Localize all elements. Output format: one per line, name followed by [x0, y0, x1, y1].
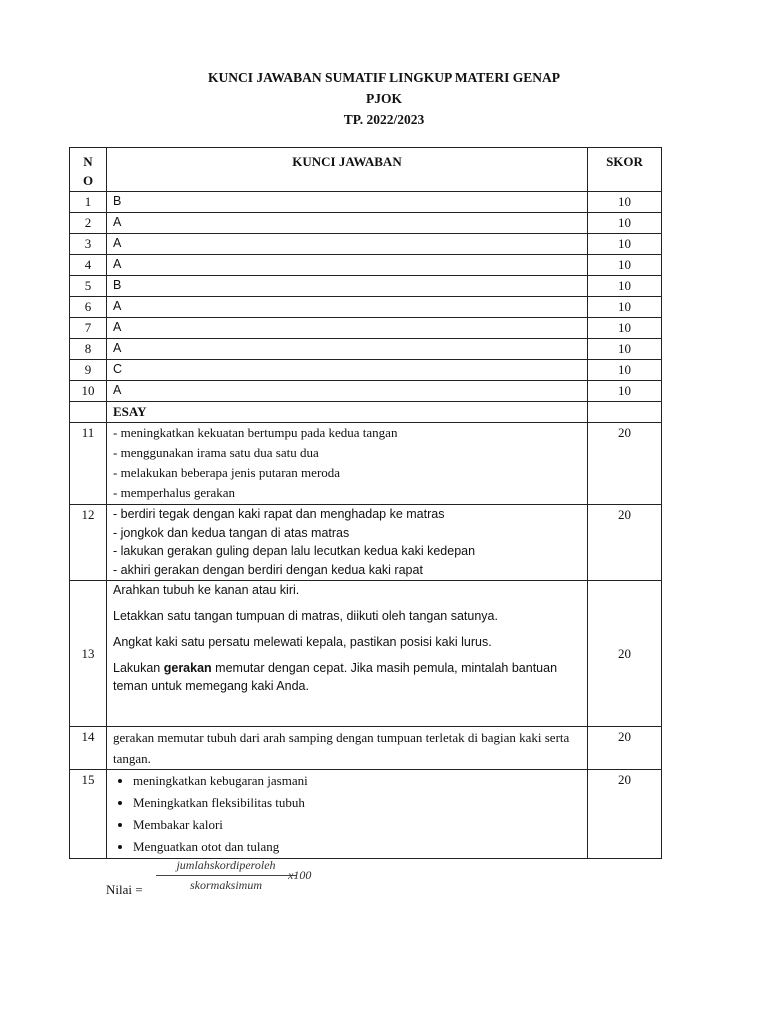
- table-row: 13 Arahkan tubuh ke kanan atau kiri. Letakkan satu tangan tumpuan di matras, diikuti oleh tangan satunya. Angkat kaki satu persatu melewati kepala, pastikan posisi kaki lurus. Lakukan gerakan memutar dengan cepat. Jika masih pemula, mintalah bantuan teman untuk memegang kaki Anda. 20: [70, 581, 662, 727]
- row-number: 1: [70, 192, 107, 213]
- row-number: 4: [70, 255, 107, 276]
- header-no: N O: [70, 148, 107, 192]
- answer-cell: A: [107, 318, 588, 339]
- score-cell: 10: [588, 297, 662, 318]
- header-answer: KUNCI JAWABAN: [107, 148, 588, 192]
- score-cell: 10: [588, 381, 662, 402]
- formula-label: Nilai =: [106, 882, 143, 897]
- answer-cell: - meningkatkan kekuatan bertumpu pada kedua tangan - menggunakan irama satu dua satu dua - melakukan beberapa jenis putaran meroda - memperhalus gerakan: [107, 423, 588, 505]
- list-item: • Membakar kalori: [133, 814, 581, 836]
- essay-header-row: [70, 402, 662, 423]
- row-number: 3: [70, 234, 107, 255]
- multiple-choice-rows: [70, 192, 662, 402]
- table-row: 14 gerakan memutar tubuh dari arah samping dengan tumpuan terletak di bagian kaki serta tangan. 20: [70, 727, 662, 770]
- answer-cell: A: [107, 381, 588, 402]
- answer-cell: A: [107, 339, 588, 360]
- score-cell: 10: [588, 255, 662, 276]
- score-cell: 10: [588, 213, 662, 234]
- answer-cell: Arahkan tubuh ke kanan atau kiri. Letakkan satu tangan tumpuan di matras, diikuti oleh tangan satunya. Angkat kaki satu persatu melewati kepala, pastikan posisi kaki lurus. Lakukan gerakan memutar dengan cepat. Jika masih pemula, mintalah bantuan teman untuk memegang kaki Anda.: [107, 581, 588, 727]
- row-number: 2: [70, 213, 107, 234]
- doc-title-line2: PJOK: [366, 91, 402, 106]
- table-row: [70, 276, 662, 297]
- score-cell: 10: [588, 318, 662, 339]
- table-row: [70, 234, 662, 255]
- row-number: 9: [70, 360, 107, 381]
- table-row: [70, 339, 662, 360]
- answer-cell: gerakan memutar tubuh dari arah samping dengan tumpuan terletak di bagian kaki serta tangan.: [107, 727, 588, 770]
- table-header-row: [70, 148, 662, 192]
- table-row: 12 - berdiri tegak dengan kaki rapat dan menghadap ke matras - jongkok dan kedua tangan di atas matras - lakukan gerakan guling depan lalu lecutkan kedua kaki kedepan - akhiri gerakan dengan berdiri dengan kedua kaki rapat 20: [70, 505, 662, 581]
- table-row: [70, 255, 662, 276]
- table-row: [70, 381, 662, 402]
- row-number: 10: [70, 381, 107, 402]
- table-row: 15 • meningkatkan kebugaran jasmani • Meningkatkan fleksibilitas tubuh • Membakar kalori • Menguatkan otot dan tulang 20: [70, 770, 662, 859]
- answer-cell: B: [107, 276, 588, 297]
- answer-cell: A: [107, 234, 588, 255]
- answer-cell: C: [107, 360, 588, 381]
- list-item: • Meningkatkan fleksibilitas tubuh: [133, 792, 581, 814]
- row-number: 8: [70, 339, 107, 360]
- essay-label: ESAY: [107, 402, 588, 423]
- header-score: SKOR: [588, 148, 662, 192]
- list-item: • meningkatkan kebugaran jasmani: [133, 770, 581, 792]
- score-cell: 10: [588, 192, 662, 213]
- answer-cell: A: [107, 255, 588, 276]
- essay-rows: [70, 402, 662, 859]
- answer-cell: A: [107, 213, 588, 234]
- table-row: [70, 213, 662, 234]
- formula-numerator: jumlahskordiperoleh: [176, 858, 276, 872]
- row-number: 5: [70, 276, 107, 297]
- score-cell: 10: [588, 234, 662, 255]
- row-number: 7: [70, 318, 107, 339]
- doc-title-line3: TP. 2022/2023: [343, 112, 425, 127]
- score-cell: 10: [588, 276, 662, 297]
- answer-cell: - berdiri tegak dengan kaki rapat dan menghadap ke matras - jongkok dan kedua tangan di atas matras - lakukan gerakan guling depan lalu lecutkan kedua kaki kedepan - akhiri gerakan dengan berdiri dengan kedua kaki rapat: [107, 505, 588, 581]
- answer-cell: [107, 770, 588, 859]
- score-cell: 10: [588, 339, 662, 360]
- answer-cell: A: [107, 297, 588, 318]
- score-cell: 10: [588, 360, 662, 381]
- table-row: [70, 318, 662, 339]
- formula-multiplier: x100: [288, 868, 312, 882]
- row-number: 6: [70, 297, 107, 318]
- table-row: 11 - meningkatkan kekuatan bertumpu pada kedua tangan - menggunakan irama satu dua satu dua - melakukan beberapa jenis putaran meroda - memperhalus gerakan 20: [70, 423, 662, 505]
- table-row: [70, 297, 662, 318]
- answer-cell: B: [107, 192, 588, 213]
- formula-denominator: skormaksimum: [190, 878, 262, 892]
- doc-title-line1: KUNCI JAWABAN SUMATIF LINGKUP MATERI GENAP: [208, 70, 560, 85]
- table-row: [70, 360, 662, 381]
- answer-key-table: [69, 147, 662, 859]
- table-row: [70, 192, 662, 213]
- list-item: • Menguatkan otot dan tulang: [133, 836, 581, 858]
